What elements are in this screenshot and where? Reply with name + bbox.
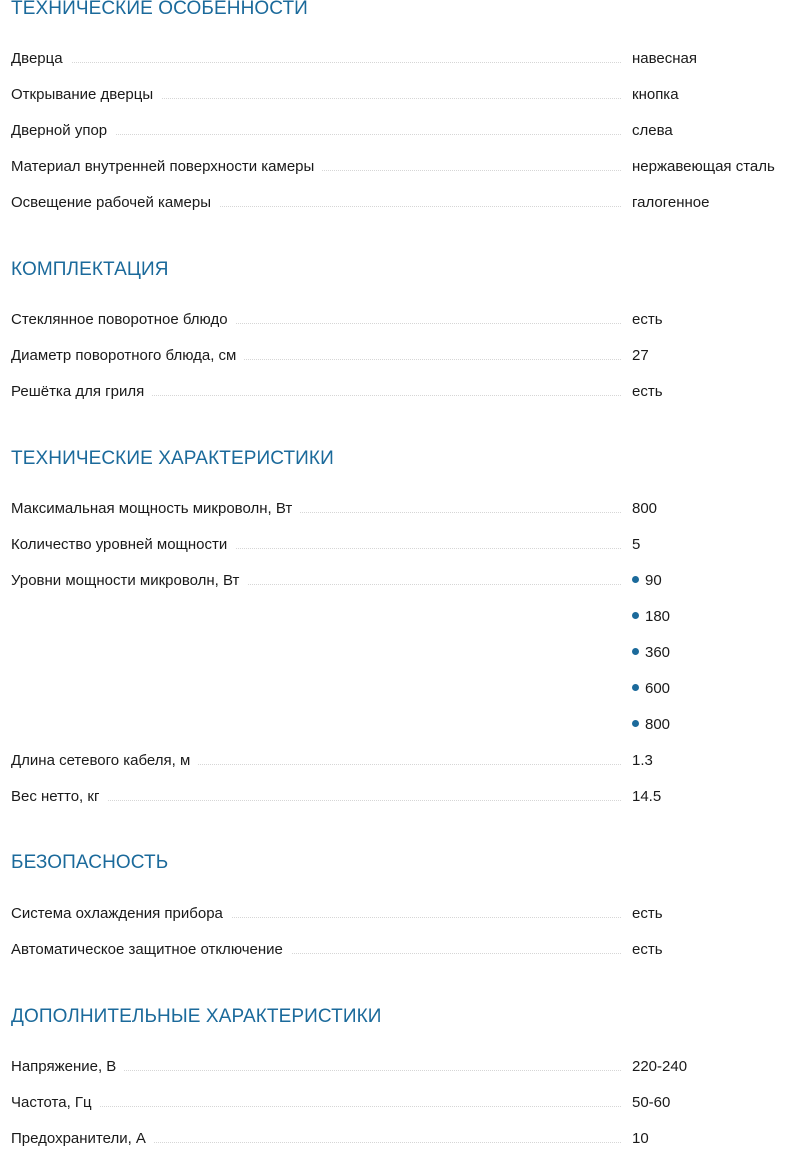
spec-value: 220-240 [632, 1058, 688, 1075]
power-level-value: 600 [645, 680, 671, 697]
spec-label: Максимальная мощность микроволн, Вт [11, 499, 300, 519]
spec-label: Автоматическое защитное отключение [11, 940, 291, 960]
spec-label: Частота, Гц [11, 1093, 100, 1113]
power-level-item [632, 571, 662, 591]
spec-row [11, 751, 796, 771]
spec-row [11, 310, 796, 330]
spec-label: Дверной упор [11, 121, 115, 141]
spec-row [11, 1129, 796, 1149]
spec-value: 800 [632, 500, 658, 517]
spec-value: есть [632, 905, 663, 922]
bullet-icon [632, 684, 639, 691]
power-level-value: 360 [645, 644, 671, 661]
spec-row [11, 940, 796, 960]
spec-label: Вес нетто, кг [11, 787, 107, 807]
section-title: БЕЗОПАСНОСТЬ [11, 852, 169, 873]
spec-row [11, 535, 796, 555]
power-level-item [632, 715, 670, 735]
spec-row [11, 157, 796, 177]
spec-label: Материал внутренней поверхности камеры [11, 157, 322, 177]
power-level-item [632, 679, 670, 699]
spec-row [11, 382, 796, 402]
spec-value: 1.3 [632, 752, 653, 769]
spec-row [11, 499, 796, 519]
section-title: КОМПЛЕКТАЦИЯ [11, 259, 169, 280]
spec-row [11, 1057, 796, 1077]
spec-value: 10 [632, 1130, 649, 1147]
section-title: ДОПОЛНИТЕЛЬНЫЕ ХАРАКТЕРИСТИКИ [11, 1006, 382, 1027]
spec-label: Количество уровней мощности [11, 535, 235, 555]
spec-value: есть [632, 311, 663, 328]
bullet-icon [632, 720, 639, 727]
power-level-item [632, 643, 670, 663]
spec-value: есть [632, 383, 663, 400]
spec-label: Диаметр поворотного блюда, см [11, 346, 244, 366]
bullet-icon [632, 612, 639, 619]
spec-label: Освещение рабочей камеры [11, 193, 219, 213]
spec-value: 14.5 [632, 788, 662, 805]
spec-row [11, 571, 796, 591]
spec-label: Дверца [11, 49, 71, 69]
section-title: ТЕХНИЧЕСКИЕ ОСОБЕННОСТИ [11, 0, 308, 19]
spec-label: Уровни мощности микроволн, Вт [11, 571, 247, 591]
spec-value: нержавеющая сталь [632, 158, 775, 175]
spec-label: Система охлаждения прибора [11, 904, 231, 924]
spec-label: Длина сетевого кабеля, м [11, 751, 198, 771]
spec-label: Предохранители, А [11, 1129, 154, 1149]
spec-row [11, 85, 796, 105]
spec-value: кнопка [632, 86, 679, 103]
spec-value: 27 [632, 347, 649, 364]
spec-row [11, 193, 796, 213]
power-level-value: 800 [645, 716, 671, 733]
spec-label: Напряжение, В [11, 1057, 124, 1077]
spec-value: 50-60 [632, 1094, 671, 1111]
spec-value: есть [632, 941, 663, 958]
spec-label: Стеклянное поворотное блюдо [11, 310, 236, 330]
spec-value: галогенное [632, 194, 710, 211]
spec-value: 5 [632, 536, 641, 553]
spec-row [11, 49, 796, 69]
section-title: ТЕХНИЧЕСКИЕ ХАРАКТЕРИСТИКИ [11, 448, 334, 469]
power-level-item [632, 607, 670, 627]
bullet-icon [632, 576, 639, 583]
power-level-value: 90 [645, 572, 662, 589]
spec-row [11, 346, 796, 366]
spec-row [11, 121, 796, 141]
spec-value: навесная [632, 50, 698, 67]
spec-label: Решётка для гриля [11, 382, 152, 402]
power-level-value: 180 [645, 608, 671, 625]
spec-label: Открывание дверцы [11, 85, 161, 105]
spec-row [11, 1093, 796, 1113]
dot-leader [11, 1106, 621, 1107]
spec-row [11, 904, 796, 924]
spec-value: слева [632, 122, 673, 139]
spec-row [11, 787, 796, 807]
bullet-icon [632, 648, 639, 655]
dot-leader [11, 62, 621, 63]
